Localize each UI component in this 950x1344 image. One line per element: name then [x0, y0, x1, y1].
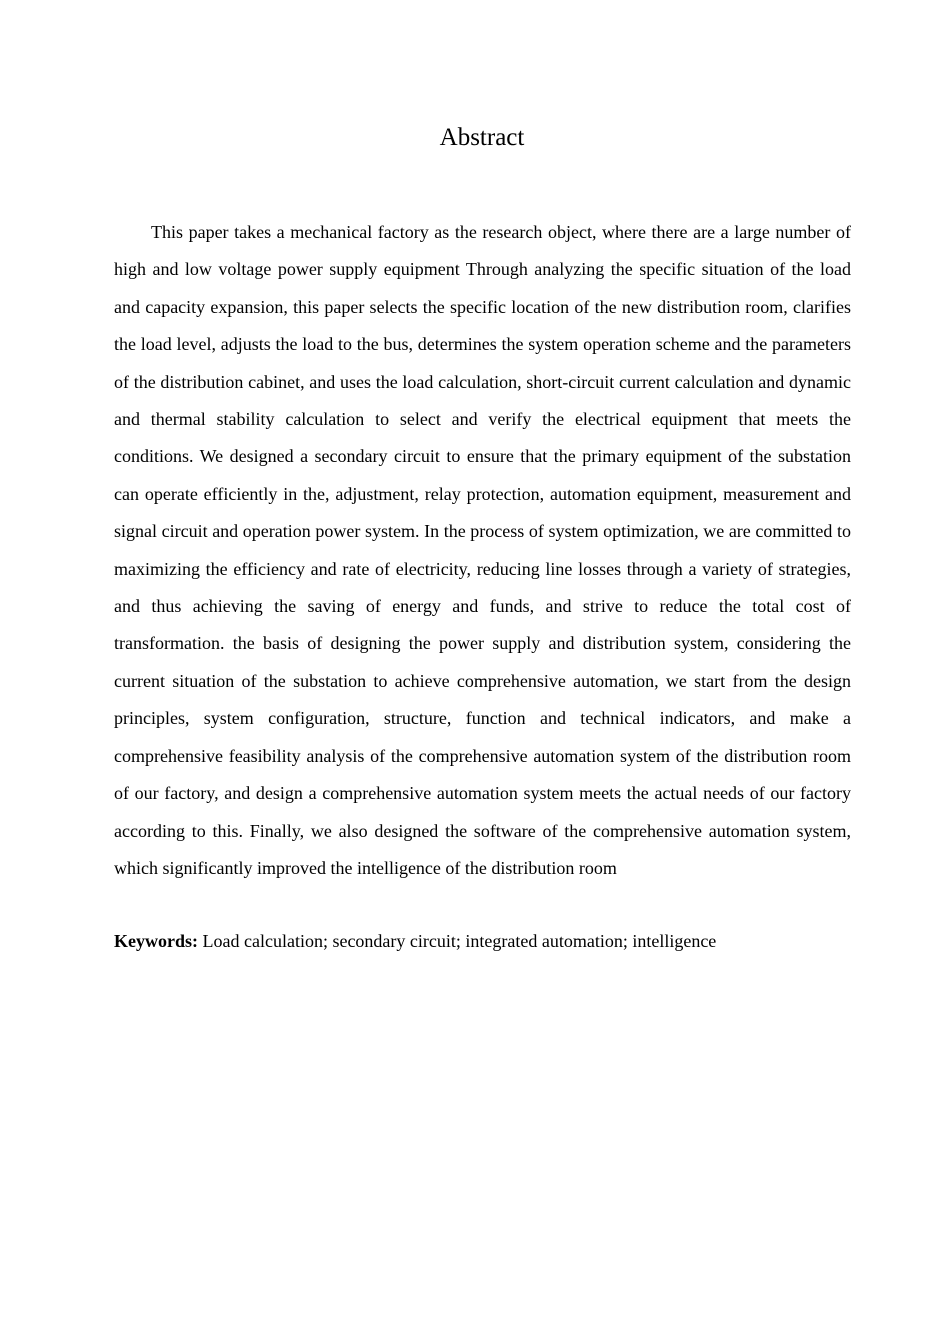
keywords-text: Load calculation; secondary circuit; integrated automation; intelligence [198, 931, 717, 951]
keywords-label: Keywords: [114, 931, 198, 951]
page-title: Abstract [439, 124, 525, 151]
abstract-paragraph: This paper takes a mechanical factory as the research object, where there are a large number of high and low voltage power supply equipment Through analyzing the specific situation of the load and capacity expansion, this paper selects the specific location of the new distribution room, clarifies the load level, adjusts the load to the bus, determines the system operation scheme and the parameters of the distribution cabinet, and uses the load calculation, short-circuit current calculation and dynamic and thermal stability calculation to select and verify the electrical equipment that meets the conditions. We designed a secondary circuit to ensure that the primary equipment of the substation can operate efficiently in the, adjustment, relay protection, automation equipment, measurement and signal circuit and operation power system. In the process of system optimization, we are committed to maximizing the efficiency and rate of electricity, reducing line losses through a variety of strategies, and thus achieving the saving of energy and funds, and strive to reduce the total cost of transformation. the basis of designing the power supply and distribution system, considering the current situation of the substation to achieve comprehensive automation, we start from the design principles, system configuration, structure, function and technical indicators, and make a comprehensive feasibility analysis of the comprehensive automation system of the distribution room of our factory, and design a comprehensive automation system meets the actual needs of our factory according to this. Finally, we also designed the software of the comprehensive automation system, which significantly improved the intelligence of the distribution room [114, 222, 851, 878]
keywords-line [114, 923, 851, 960]
